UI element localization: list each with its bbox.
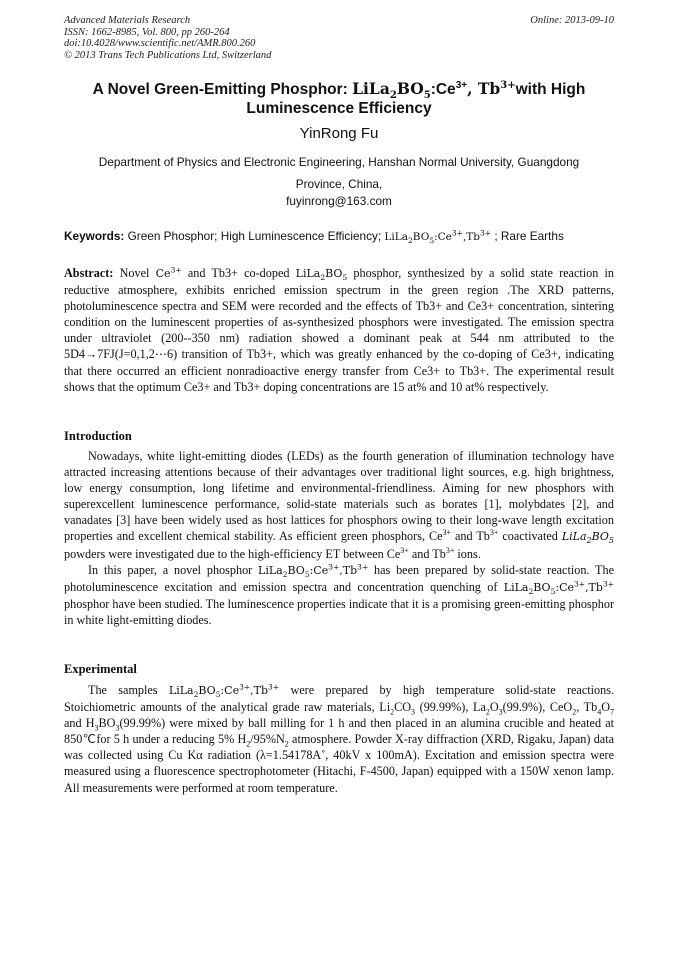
author-email[interactable]: fuyinrong@163.com [286,194,392,208]
chem-part: LiLa [258,563,283,577]
body-text: (99.99%), La [415,700,486,715]
sup-text: 3+ [445,545,455,555]
section-heading-experimental: Experimental [64,662,137,676]
abstract-paragraph [64,265,614,395]
title-formula-ce: :Ce [430,81,456,98]
chem-part: BO [287,563,305,577]
body-text: CO [394,700,412,715]
experimental-body [64,682,614,796]
chem-sup: 3+ [239,682,251,692]
chem-sup: 3+ [574,579,586,589]
chem-sub: 5 [429,236,435,246]
body-text: /95%N [250,732,285,747]
journal-header [64,15,484,61]
title-formula [352,79,431,102]
sub-text: 3 [411,707,416,717]
abstract-text: Novel [113,266,156,280]
chem-sub: 5 [608,536,614,546]
chem-part: BO [412,231,430,243]
chem-part: BO [591,530,609,544]
body-text: Nowadays, white light-emitting diodes (LEDs) as the fourth generation of illumination technology have attracted increasing attentions because of their advantages over traditional light sources, e.g. high brightness, low energy consumption, long lifetime and environmental-friendliness. Aiming for new phosphors with superexcellent luminescence performance, solid-state materials such as borates [1], molybdates [2], and vanadates [3] have been widely used as host lattices for phosphors owing to their long-wave length excitation properties and excellent chemical stability. As efficient green phosphors, Ce [64,449,614,544]
sup-text: 3+ [400,545,409,555]
chem-sub: 5 [304,569,310,579]
body-text: (99.9%), CeO [502,700,573,715]
experimental-paragraph-1 [64,682,614,796]
abstract-ce-formula [156,267,182,280]
title-formula-part: BO [396,79,424,98]
chem-sub: 5 [215,690,221,700]
sub-text: 3 [115,723,120,733]
chem-part: ,Tb [462,231,481,243]
body-text: and Tb [451,529,490,544]
introduction-body [64,448,614,628]
chem-part: :Ce [555,580,574,594]
chem-part: :Ce [434,231,452,243]
chem-sub: 2 [320,273,326,283]
title-prefix: A Novel Green-Emitting Phosphor: [92,81,353,98]
chem-sub: 2 [528,586,534,596]
chem-sup: 3+ [170,265,182,275]
journal-copyright: © 2013 Trans Tech Publications Ltd, Switzerland [64,49,272,61]
keywords-text: Green Phosphor; High Luminescence Efficiency; [124,229,385,243]
body-text: BO [98,716,116,731]
sub-text: 2 [284,739,289,749]
body-text: In this paper, a novel phosphor [88,562,259,577]
sub-text: 3 [498,707,503,717]
body-text: , Tb [576,700,598,715]
body-text: has been prepared by solid-state reaction. The photoluminescence excitation and emission spectra and concentration quenching of [64,562,615,594]
body-text: coactivated [498,529,562,544]
body-text: ions. [454,546,481,561]
body-text: and Tb [408,546,446,561]
chem-part: ,Tb [585,580,603,594]
title-line2: Luminescence Efficiency [246,100,432,117]
sub-text: 4 [597,707,602,717]
body-text: and H [64,716,95,731]
chem-part: :Ce [220,684,240,697]
sub-text: 3 [94,723,99,733]
sup-text: 3+ [442,528,452,538]
chem-sup: 3+ [451,228,463,238]
keywords-text: ; Rare Earths [491,229,564,243]
body-text: The samples [88,683,169,697]
chem-sub: 2 [586,536,592,546]
sup-text: 3+ [489,528,499,538]
affiliation-line2: Province, China, [295,177,383,191]
chem-part: LiLa [561,530,587,544]
formula [504,581,614,594]
author-name: YinRong Fu [299,125,379,142]
chem-sup: 3+ [357,562,369,571]
title-formula-sup: 3+ [500,79,516,91]
sub-text: 2 [246,739,251,749]
journal-name: Advanced Materials Research [64,15,191,26]
sub-text: 2 [485,707,490,717]
chem-part: LiLa [168,684,194,697]
formula [258,564,368,577]
abstract-text: phosphor, synthesized by a solid state reaction in reductive atmosphere, exhibits enriched emission spectrum in the green region .The XRD patterns, photoluminescence spectra and SEM were recorded and the effects of Tb3+ and Ce3+ concentration, sintering condition on the luminescent properties of as-synthesized phosphors were investigated. The emission spectra under ultraviolet (200--350 nm) radiation showed a dominant peak at 544 nm attributed to the 5D4→7FJ(J=0,1,2⋯6) transition of Tb3+, which was greatly enhanced by the co-doping of Ce3+, indicating that there occurred an efficient nonradioactive energy transfer from Ce3+ to Tb3+. The experimental result shows that the optimum Ce3+ and Tb3+ doping concentrations are 15 at% and 10 at% respectively. [64,266,614,394]
title-formula-part: LiLa [352,79,390,98]
keyword-formula [384,228,492,246]
title-formula-sub: 5 [423,90,431,102]
title-formula-sup: 3+ [455,79,468,91]
abstract [64,265,614,395]
chem-sup: 3+ [328,562,340,571]
chem-part: LiLa [295,267,321,280]
chem-part: ,Tb [250,684,269,697]
body-text: phosphor have been studied. The luminescence properties indicate that it is a promising green-emitting phosphor in white light-emitting diodes. [64,596,614,627]
affiliation-line1: Department of Physics and Electronic Engineering, Hanshan Normal University, Guangdong [98,155,580,169]
chem-part: LiLa [384,231,408,243]
introduction-paragraph-1 [64,448,614,562]
journal-doi: doi:10.4028/www.scientific.net/AMR.800.260 [64,38,256,49]
body-text: (99.99%) were mixed by ball milling for 1 h and then placed in an alumina crucible and heated at 850℃for 5 h under a reducing 5% H [64,716,614,747]
chem-part: :Ce [309,563,329,577]
chem-part: Ce [155,267,171,280]
section-heading-introduction: Introduction [64,429,132,443]
body-text: O [489,700,499,715]
chem-sub: 2 [193,690,199,700]
title-suffix: with High [515,81,586,98]
abstract-label: Abstract: [64,266,114,280]
chem-part: BO [533,580,551,594]
chem-part: ,Tb [339,563,358,577]
chem-sup: 3+ [480,228,492,238]
chem-sup: 3+ [268,682,280,692]
chem-sub: 5 [550,586,556,596]
formula [168,682,280,700]
title-formula-tb: , Tb [467,79,501,98]
body-text: atmosphere. Powder X-ray diffraction (XRD, Rigaku, Japan) data was collected using Cu Kα radiation (λ=1.54178A˚, 40kV x 100mA). Excitation and emission spectra were measured using a fluorescence spectrophotometer (Hitachi, F-4500, Japan) equipped with a 150W xenon lamp. All measurements were performed at room temperature. [64,732,614,795]
chem-sup: 3+ [602,579,614,589]
italic-formula [561,530,614,546]
affiliation [60,151,618,195]
abstract-text: and Tb3+ co-doped [181,266,296,280]
abstract-host-formula [295,267,348,283]
chem-part: BO [198,684,216,697]
introduction-paragraph-2 [64,562,614,628]
chem-part: LiLa [503,580,529,594]
sub-text: 2 [572,707,577,717]
journal-issn: ISSN: 1662-8985, Vol. 800, pp 260-264 [64,26,230,38]
keywords [64,228,624,245]
chem-part: BO [325,267,343,280]
chem-sub: 5 [342,273,348,283]
body-text: powders were investigated due to the high-efficiency ET between Ce [64,546,401,561]
body-text: were prepared by high temperature solid-state reactions. Stoichiometric amounts of the analytical grade raw materials, Li [64,683,614,715]
body-text: O [601,700,610,715]
paper-title [50,79,628,118]
sub-text: 2 [390,707,395,717]
keywords-label: Keywords: [64,229,125,243]
chem-sub: 2 [408,236,413,246]
sub-text: 7 [610,707,614,717]
chem-sub: 2 [282,569,288,579]
online-date: Online: 2013-09-10 [530,15,614,26]
title-formula-sub: 2 [389,90,397,102]
